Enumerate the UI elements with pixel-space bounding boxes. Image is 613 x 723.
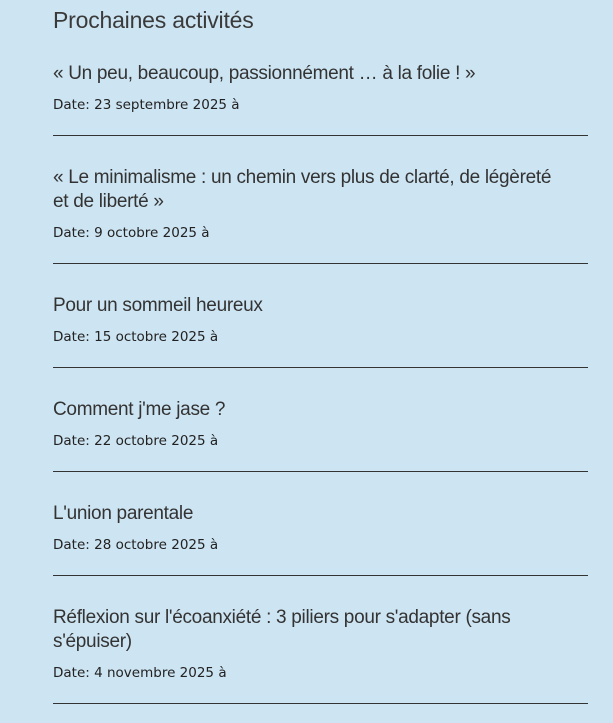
event-title-link[interactable]: L'union parentale: [53, 503, 194, 524]
event-title-link[interactable]: « Le minimalisme : un chemin vers plus de clarté, de légèreté et de liberté »: [53, 167, 552, 212]
event-title-link[interactable]: Pour un sommeil heureux: [53, 295, 263, 316]
event-item: [53, 472, 588, 576]
event-date: Date: 4 novembre 2025 à: [53, 665, 227, 681]
event-date: Date: 23 septembre 2025 à: [53, 97, 240, 113]
event-date: Date: 9 octobre 2025 à: [53, 225, 210, 241]
event-date: Date: 15 octobre 2025 à: [53, 329, 219, 345]
event-item: [53, 136, 588, 264]
event-title-link[interactable]: Réflexion sur l'écoanxiété : 3 piliers pour s'adapter (sans s'épuiser): [53, 607, 511, 652]
event-title-link[interactable]: Comment j'me jase ?: [53, 399, 226, 420]
section-title: Prochaines activités: [53, 7, 254, 33]
event-title-link[interactable]: « Un peu, beaucoup, passionnément … à la folie ! »: [53, 63, 476, 84]
event-item: [53, 34, 588, 136]
event-item: [53, 576, 588, 704]
event-list: [53, 34, 588, 704]
event-item: [53, 368, 588, 472]
event-item: [53, 264, 588, 368]
event-date: Date: 22 octobre 2025 à: [53, 433, 219, 449]
event-date: Date: 28 octobre 2025 à: [53, 537, 219, 553]
